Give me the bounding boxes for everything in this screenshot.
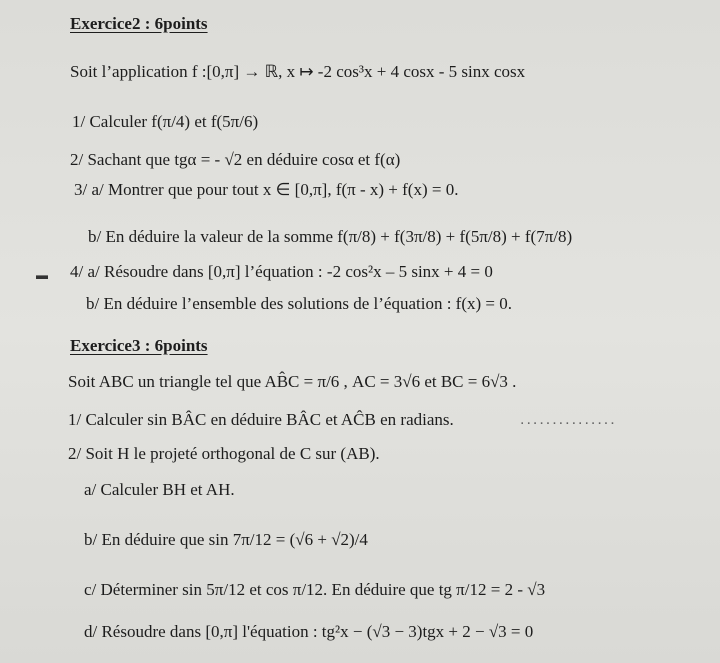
exercise3-title: Exercice3 : 6points [70,336,208,355]
exercise3-question-2c: c/ Déterminer sin 5π/12 et cos π/12. En déduire que tg π/12 = 2 - √3 [84,580,546,599]
exercise3-question-1-dots: ............... [520,411,617,428]
exercise3-question-2d: d/ Résoudre dans [0,π] l'équation : tg²x − (√3 − 3)tgx + 2 − √3 = 0 [84,622,534,641]
exercise3-question-2b: b/ En déduire que sin 7π/12 = (√6 + √2)/4 [84,530,368,549]
exercise3-question-2: 2/ Soit H le projeté orthogonal de C sur (AB). [68,444,380,463]
exercise2-question-1: 1/ Calculer f(π/4) et f(5π/6) [72,112,259,131]
exercise2-question-4b: b/ En déduire l’ensemble des solutions de l’équation : f(x) = 0. [86,294,512,313]
exercise2-title: Exercice2 : 6points [70,14,208,33]
exercise3-question-1: 1/ Calculer sin BÂC en déduire BÂC et AĈB en radians. [68,410,454,429]
exercise2-question-4a: 4/ a/ Résoudre dans [0,π] l’équation : -2 cos²x – 5 sinx + 4 = 0 [70,262,493,281]
exercise2-intro: Soit l’application f :[0,π] → ℝ, x ↦ -2 cos³x + 4 cosx - 5 sinx cosx [70,62,526,81]
exercise2-question-3b: b/ En déduire la valeur de la somme f(π/8) + f(3π/8) + f(5π/8) + f(7π/8) [88,227,573,246]
exercise3-question-2a: a/ Calculer BH et AH. [84,480,235,499]
exercise2-question-3a: 3/ a/ Montrer que pour tout x ∈ [0,π], f(π - x) + f(x) = 0. [74,180,459,199]
exercise3-intro: Soit ABC un triangle tel que AB̂C = π/6 , AC = 3√6 et BC = 6√3 . [68,372,517,391]
margin-mark: ▬ [36,268,48,282]
exercise2-question-2: 2/ Sachant que tgα = - √2 en déduire cosα et f(α) [70,150,401,169]
